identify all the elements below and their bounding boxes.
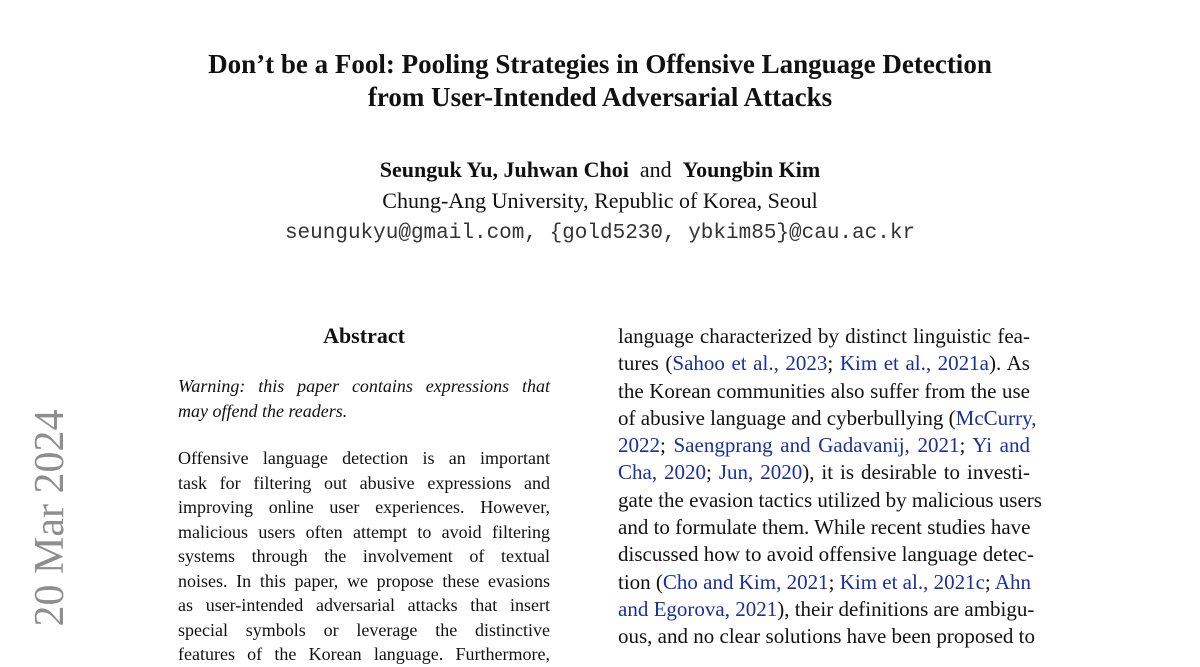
- text-segment: and to formulate them. While recent studies have: [618, 515, 1031, 540]
- citation-link[interactable]: Jun, 2020: [718, 460, 803, 485]
- citation-link[interactable]: 2022: [618, 433, 660, 458]
- citation-link[interactable]: Yi and: [972, 433, 1031, 458]
- arxiv-date-stamp: [26, 409, 74, 627]
- text-segment: the Korean communities also suffer from the use: [618, 378, 1030, 403]
- text-line: [618, 323, 1030, 350]
- text-line: [618, 623, 1035, 650]
- text-segment: ;: [984, 569, 995, 594]
- text-segment: ), it is desirable to investi-: [802, 460, 1030, 485]
- title-line-1: Don’t be a Fool: Pooling Strategies in Offensive Language Detection: [208, 49, 992, 79]
- text-segment: of abusive language and cyberbullying (: [618, 405, 956, 430]
- text-line: systems through the involvement of textual: [178, 546, 550, 566]
- text-segment: ;: [827, 351, 840, 376]
- text-line: [618, 514, 1030, 541]
- text-line: [618, 378, 1030, 405]
- citation-link[interactable]: Saengprang and Gadavanij, 2021: [673, 433, 960, 458]
- text-line: Warning: this paper contains expressions that: [178, 376, 550, 396]
- text-line: [618, 459, 1030, 486]
- author-names-1: Seunguk Yu, Juhwan Choi: [379, 157, 629, 182]
- citation-link[interactable]: McCurry,: [955, 405, 1037, 430]
- citation-link[interactable]: Kim et al., 2021c: [839, 569, 985, 594]
- text-line: [618, 569, 1030, 596]
- author-list: [0, 155, 1200, 185]
- text-line: [618, 405, 1037, 432]
- author-email: seungukyu@gmail.com, {gold5230, ybkim85}@cau.ac.kr: [284, 222, 916, 245]
- text-line: [618, 487, 1042, 514]
- text-segment: ). As: [988, 351, 1030, 376]
- text-segment: gate the evasion tactics utilized by malicious users: [618, 487, 1042, 512]
- author-affiliation: Chung-Ang University, Republic of Korea, Seoul: [382, 188, 818, 213]
- citation-link[interactable]: and Egorova, 2021: [618, 596, 778, 621]
- author-names-2: Youngbin Kim: [682, 157, 821, 182]
- author-and: and: [639, 157, 672, 182]
- text-line: [618, 596, 1035, 623]
- arxiv-date-text: 20 Mar 2024: [27, 409, 73, 627]
- citation-link[interactable]: Sahoo et al., 2023: [672, 351, 828, 376]
- text-segment: ous, and no clear solutions have been proposed to: [618, 624, 1035, 649]
- text-segment: tion (: [618, 569, 663, 594]
- text-line: may offend the readers.: [178, 400, 348, 421]
- text-line: Offensive language detection is an important: [178, 448, 550, 468]
- text-segment: tures (: [618, 351, 673, 376]
- text-line: [618, 350, 1030, 377]
- citation-link[interactable]: Kim et al., 2021a: [839, 351, 989, 376]
- text-line: [618, 541, 1034, 568]
- text-line: improving online user experiences. However,: [178, 497, 550, 517]
- text-line: features of the Korean language. Furthermore,: [178, 644, 550, 664]
- text-segment: ;: [959, 433, 973, 458]
- title-line-2: from User-Intended Adversarial Attacks: [367, 82, 833, 112]
- text-line: [618, 432, 1030, 459]
- citation-link[interactable]: Cha, 2020: [618, 460, 707, 485]
- abstract-heading: Abstract: [323, 323, 405, 348]
- content-warning: [178, 374, 550, 423]
- citation-link[interactable]: Cho and Kim, 2021: [662, 569, 829, 594]
- text-segment: ;: [706, 460, 719, 485]
- abstract-body: [178, 446, 550, 667]
- paper-title: [0, 48, 1200, 114]
- text-segment: language characterized by distinct linguistic fea-: [618, 324, 1030, 348]
- text-line: noises. In this paper, we propose these evasions: [178, 570, 550, 591]
- text-line: as user-intended adversarial attacks that insert: [178, 595, 550, 615]
- text-segment: discussed how to avoid offensive language detec-: [618, 542, 1034, 567]
- text-segment: ), their definitions are ambigu-: [777, 596, 1035, 621]
- citation-link[interactable]: Ahn: [994, 569, 1032, 594]
- text-line: special symbols or leverage the distinctive: [178, 619, 550, 640]
- text-segment: ;: [828, 569, 840, 594]
- text-line: task for filtering out abusive expressions and: [178, 472, 550, 493]
- text-segment: ;: [660, 433, 674, 458]
- right-column-text: [618, 323, 1042, 651]
- text-line: malicious users often attempt to avoid filtering: [178, 521, 550, 542]
